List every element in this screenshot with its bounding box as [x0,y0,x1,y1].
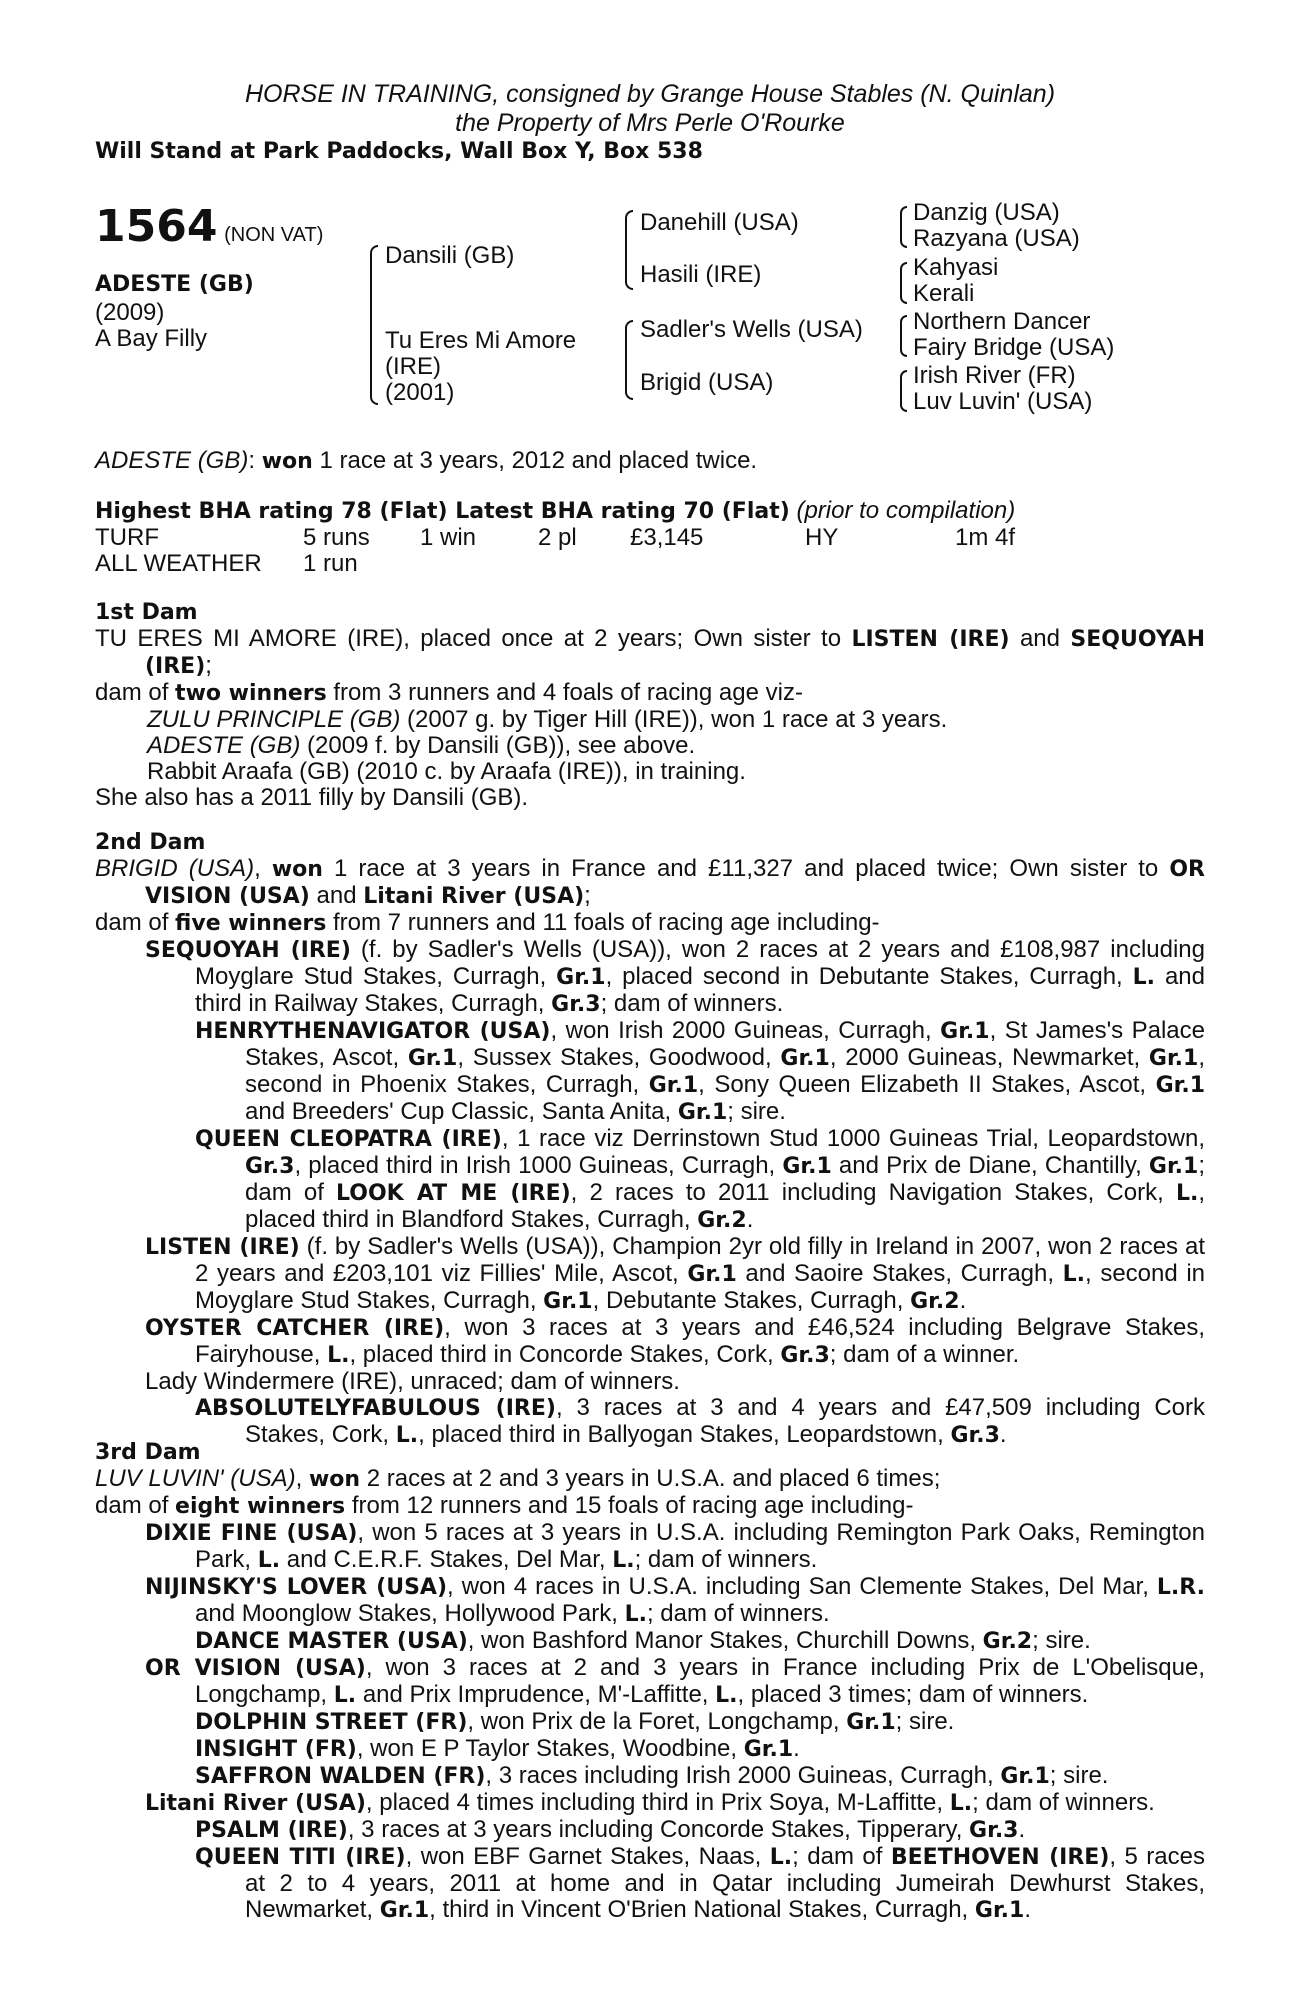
list-item: OYSTER CATCHER (IRE), won 3 races at 3 years and £46,524 including Belgrave Stakes, Fairyhouse, L., placed third in Concorde Stakes, Cork, Gr.3; dam of a winner. [145,1314,1206,1368]
list-item: NIJINSKY'S LOVER (USA), won 4 races in U.S.A. including San Clemente Stakes, Del Mar, L.R. and Moonglow Stakes, Hollywood Park, L.; dam of winners. [145,1573,1205,1627]
pedigree-brace-3b [900,262,907,304]
surface: ALL WEATHER [95,550,262,577]
ddd: Luv Luvin' (USA) [913,388,1093,415]
summary-won: won [261,449,313,474]
aw-row [95,551,1015,577]
going: HY [805,524,839,551]
list-item: DOLPHIN STREET (FR), won Prix de la Foret, Longchamp, Gr.1; sire. [195,1708,955,1735]
list-item: ZULU PRINCIPLE (GB) (2007 g. by Tiger Hill (IRE)), won 1 race at 3 years. [147,706,948,733]
earnings: £3,145 [630,524,704,551]
list-item: LISTEN (IRE) (f. by Sadler's Wells (USA)), Champion 2yr old filly in Ireland in 2007, won 2 races at 2 years and £203,101 viz Fillies' Mile, Ascot, Gr.1 and Saoire Stakes, Curragh, L., second in Moyglare Stud Stakes, Curragh, Gr.1, Debutante Stakes, Curragh, Gr.2. [145,1233,1206,1314]
ratings-section [95,498,1205,577]
list-item: OR VISION (USA), won 3 races at 2 and 3 years in France including Prix de L'Obelisque, Longchamp, L. and Prix Imprudence, M'-Laffitte, L., placed 3 times; dam of winners. [145,1654,1205,1708]
consignor-line: HORSE IN TRAINING, consigned by Grange House Stables (N. Quinlan) [244,80,1056,108]
turf-row [95,525,1015,551]
list-item: QUEEN TITI (IRE), won EBF Garnet Stakes, Naas, L.; dam of BEETHOVEN (IRE), 5 races at 2 to 4 years, 2011 at home and in Qatar including Jumeirah Dewhurst Stakes, Newmarket, Gr.1, third in Vincent O'Brien National Stakes, Curragh, Gr.1. [195,1843,1205,1923]
second-dam-section [95,830,1205,1449]
horse-name: ADESTE (GB) [95,272,254,297]
property-line: the Property of Mrs Perle O'Rourke [455,109,845,137]
list-item: PSALM (IRE), 3 races at 3 years including Concorde Stakes, Tipperary, Gr.3. [195,1816,1026,1843]
second-dam-heading: 2nd Dam [95,830,206,855]
list-item: DANCE MASTER (USA), won Bashford Manor Stakes, Churchill Downs, Gr.2; sire. [195,1627,1091,1654]
list-item: SEQUOYAH (IRE) (f. by Sadler's Wells (USA)), won 2 races at 2 years and £108,987 including Moyglare Stud Stakes, Curragh, Gr.1, placed second in Debutante Stakes, Curragh, L. and third in Railway Stakes, Curragh, Gr.3; dam of winners. [145,936,1206,1017]
third-dam-para: LUV LUVIN' (USA), won 2 races at 2 and 3 years in U.S.A. and placed 6 times; [95,1465,941,1492]
dsd: Fairy Bridge (USA) [913,334,1115,361]
ssd: Razyana (USA) [913,225,1080,252]
sdd: Kerali [913,280,975,307]
placings: 2 pl [538,524,577,551]
first-dam-heading: 1st Dam [95,600,198,625]
dss: Northern Dancer [913,308,1091,335]
third-dam-heading: 3rd Dam [95,1440,201,1465]
first-dam-para: TU ERES MI AMORE (IRE), placed once at 2 years; Own sister to LISTEN (IRE) and SEQUOYAH (IRE); [95,625,1205,679]
surface: TURF [95,524,159,551]
list-item: ABSOLUTELYFABULOUS (IRE), 3 races at 3 and 4 years and £47,509 including Cork Stakes, Cork, L., placed third in Ballyogan Stakes, Leopardstown, Gr.3. [195,1394,1205,1448]
list-item: Litani River (USA), placed 4 times including third in Prix Soya, M-Laffitte, L.; dam of winners. [145,1789,1155,1816]
vat-status: (NON VAT) [224,224,324,246]
sss: Danzig (USA) [913,199,1060,226]
list-item: Rabbit Araafa (GB) (2010 c. by Araafa (IRE)), in training. [147,758,746,785]
runs-table [95,525,1015,577]
dds: Irish River (FR) [913,362,1076,389]
bha-ratings: Highest BHA rating 78 (Flat) Latest BHA rating 70 (Flat) [95,499,790,524]
pedigree-brace-2a [625,210,633,290]
list-item: ADESTE (GB) (2009 f. by Dansili (GB)), see above. [147,732,696,759]
wins: 1 win [420,524,477,551]
list-item: SAFFRON WALDEN (FR), 3 races including Irish 2000 Guineas, Curragh, Gr.1; sire. [195,1762,1109,1789]
list-item: DIXIE FINE (USA), won 5 races at 3 years in U.S.A. including Remington Park Oaks, Remington Park, L. and C.E.R.F. Stakes, Del Mar, L.; dam of winners. [145,1519,1205,1573]
summary-name: ADESTE (GB) [95,447,249,474]
pedigree-brace-3a [900,206,907,248]
pedigree-brace-3c [900,315,907,357]
pedigree-brace-2b [625,320,633,400]
dam-line-1: Tu Eres Mi Amore [385,327,577,354]
list-item: Lady Windermere (IRE), unraced; dam of winners. [145,1368,680,1395]
foaling-year: (2009) [95,299,165,326]
lot-number-value: 1564 [95,201,218,252]
first-dam-produce: dam of two winners from 3 runners and 4 foals of racing age viz- [95,679,803,706]
list-item: INSIGHT (FR), won E P Taylor Stakes, Woodbine, Gr.1. [195,1735,800,1762]
pedigree-brace-3d [900,370,907,412]
second-dam-produce: dam of five winners from 7 runners and 11 foals of racing age including- [95,909,880,936]
first-dam-section [95,600,1205,811]
second-dam-para: BRIGID (USA), won 1 race at 3 years in France and £11,327 and placed twice; Own sister to OR VISION (USA) and Litani River (USA); [95,855,1205,909]
race-summary: ADESTE (GB): won 1 race at 3 years, 2012 and placed twice. [95,447,758,474]
sds: Kahyasi [913,254,999,281]
stand-location-line: Will Stand at Park Paddocks, Wall Box Y, Box 538 [95,139,703,164]
dam-line-3: (2001) [385,379,455,406]
horse-description: A Bay Filly [95,325,208,352]
list-item: HENRYTHENAVIGATOR (USA), won Irish 2000 Guineas, Curragh, Gr.1, St James's Palace Stakes, Ascot, Gr.1, Sussex Stakes, Goodwood, Gr.1, 2000 Guineas, Newmarket, Gr.1, second in Phoenix Stakes, Curragh, Gr.1, Sony Queen Elizabeth II Stakes, Ascot, Gr.1 and Breeders' Cup Classic, Santa Anita, Gr.1; sire. [195,1017,1206,1125]
pedigree-brace-1 [370,245,378,405]
third-dam-section [95,1440,1205,1924]
sire-dam: Hasili (IRE) [640,261,762,288]
dam-line-2: (IRE) [385,353,441,380]
ratings-note: (prior to compilation) [796,497,1016,524]
third-dam-produce: dam of eight winners from 12 runners and 15 foals of racing age including- [95,1492,914,1519]
dam-sire: Sadler's Wells (USA) [640,316,863,343]
sire-sire: Danehill (USA) [640,209,799,236]
sire: Dansili (GB) [385,242,515,269]
distance: 1m 4f [955,524,1016,551]
dam-dam: Brigid (USA) [640,369,774,396]
runs: 1 run [303,550,358,577]
runs: 5 runs [303,524,370,551]
summary-rest: 1 race at 3 years, 2012 and placed twice. [312,447,758,474]
catalogue-header [95,80,1205,166]
pedigree-block [95,200,1205,430]
list-item: She also has a 2011 filly by Dansili (GB). [95,784,529,811]
list-item: QUEEN CLEOPATRA (IRE), 1 race viz Derrinstown Stud 1000 Guineas Trial, Leopardstown, Gr.3, placed third in Irish 1000 Guineas, Curragh, Gr.1 and Prix de Diane, Chantilly, Gr.1; dam of LOOK AT ME (IRE), 2 races to 2011 including Navigation Stakes, Cork, L., placed third in Blandford Stakes, Curragh, Gr.2. [195,1125,1206,1233]
lot-number [95,203,323,251]
